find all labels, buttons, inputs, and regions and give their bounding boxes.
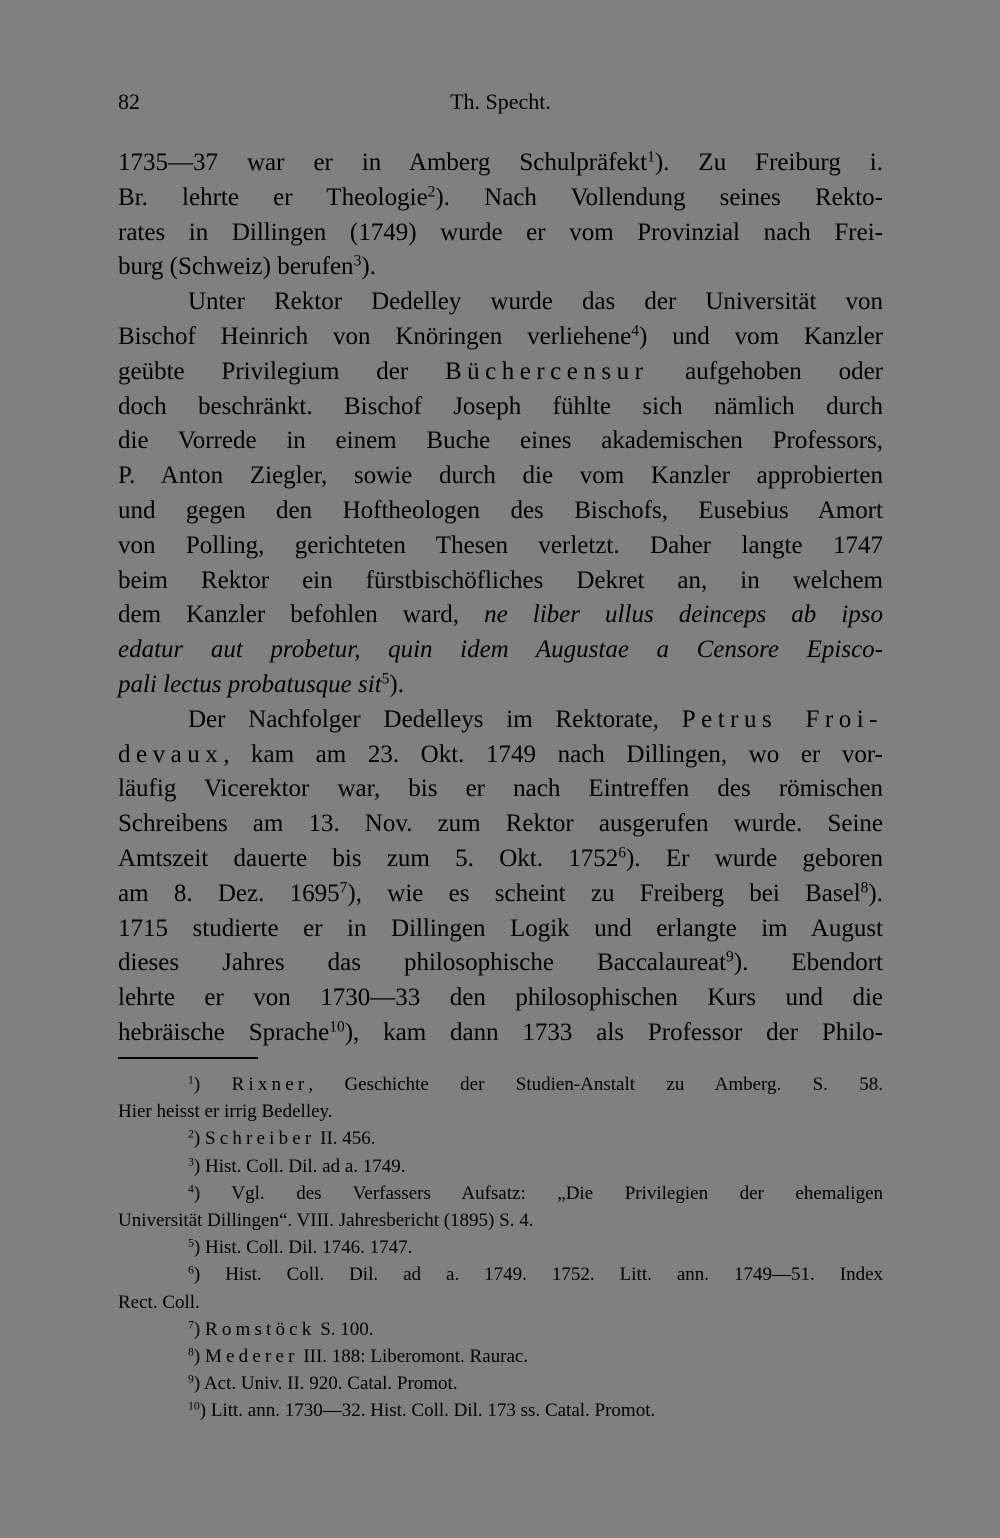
text-line: von Polling, gerichteten Thesen verletzt. Daher langte 1747 <box>118 531 883 559</box>
text-line: dieses Jahres das philosophische Baccalaureat$^9$). Ebendort <box>118 948 883 977</box>
text-line: 1735—37 war er in Amberg Schulpräfekt$^1$). Zu Freiburg i. <box>118 148 884 176</box>
text-line: Schreibens am 13. Nov. zum Rektor ausgerufen wurde. Seine <box>118 810 883 838</box>
text-line: hebräische Sprache$^{10}$), kam dann 1733 als Professor der Philo- <box>118 1018 883 1046</box>
text-line: 1715 studierte er in Dillingen Logik und erlangte im August <box>118 914 883 942</box>
text-line: pali lectus probatusque sit$^5$). <box>118 670 404 698</box>
text-line: Amtszeit dauerte bis zum 5. Okt. 1752$^6$). Er wurde geboren <box>118 844 883 872</box>
footnote: $^{10}$) Litt. ann. 1730—32. Hist. Coll. Dil. 173 ss. Catal. Promot. <box>188 1399 656 1422</box>
footnote: $^1$) Rixner, Geschichte der Studien-Anstalt zu Amberg. S. 58. <box>188 1073 884 1095</box>
running-head: Th. Specht. <box>450 89 551 114</box>
text-line: geübte Privilegium der Büchercensur aufgehoben oder <box>118 357 883 385</box>
text-line: Bischof Heinrich von Knöringen verliehene$^4$) und vom Kanzler <box>118 322 883 350</box>
text-line: devaux, kam am 23. Okt. 1749 nach Dillingen, wo er vor- <box>118 740 883 768</box>
footnote: $^4$) Vgl. des Verfassers Aufsatz: „Die Privilegien der ehemaligen <box>188 1182 883 1204</box>
text-line: burg (Schweiz) berufen$^3$). <box>118 252 376 281</box>
footnote: Universität Dillingen“. VIII. Jahresbericht (1895) S. 4. <box>118 1209 534 1231</box>
page-header <box>118 86 883 118</box>
footnote: $^8$) Mederer III. 188: Liberomont. Raurac. <box>188 1345 529 1367</box>
footnotes <box>118 1071 883 1424</box>
text-line: rates in Dillingen (1749) wurde er vom Provinzial nach Frei- <box>118 218 883 246</box>
text-line: doch beschränkt. Bischof Joseph fühlte sich nämlich durch <box>118 392 883 420</box>
body-text <box>118 146 883 1051</box>
text-line: läufig Vicerektor war, bis er nach Eintreffen des römischen <box>118 775 883 803</box>
text-line: und gegen den Hoftheologen des Bischofs, Eusebius Amort <box>118 496 883 524</box>
text-line: lehrte er von 1730—33 den philosophischen Kurs und die <box>118 984 883 1012</box>
footnote: $^3$) Hist. Coll. Dil. ad a. 1749. <box>188 1155 406 1177</box>
footnote: Hier heisst er irrig Bedelley. <box>118 1101 333 1123</box>
text-line: P. Anton Ziegler, sowie durch die vom Kanzler approbierten <box>118 462 883 490</box>
text-line: Br. lehrte er Theologie$^2$). Nach Vollendung seines Rekto- <box>118 183 883 211</box>
footnote: $^9$) Act. Univ. II. 920. Catal. Promot. <box>188 1372 458 1395</box>
footnote: $^5$) Hist. Coll. Dil. 1746. 1747. <box>188 1236 413 1259</box>
footnote: $^2$) Schreiber II. 456. <box>188 1127 376 1150</box>
page-number: 82 <box>118 89 140 114</box>
text-line: Unter Rektor Dedelley wurde das der Universität von <box>188 288 883 316</box>
text-line: dem Kanzler befohlen ward, ne liber ullus deinceps ab ipso <box>118 601 883 629</box>
text-line: Der Nachfolger Dedelleys im Rektorate, Petrus Froi- <box>188 705 884 733</box>
footnote-divider <box>118 1057 258 1059</box>
text-line: beim Rektor ein fürstbischöfliches Dekret an, in welchem <box>118 566 883 594</box>
footnote: Rect. Coll. <box>118 1291 200 1313</box>
text-line: edatur aut probetur, quin idem Augustae a Censore Episco- <box>118 636 883 664</box>
text-line: die Vorrede in einem Buche eines akademischen Professors, <box>118 427 883 455</box>
footnote: $^7$) Romstöck S. 100. <box>188 1318 374 1340</box>
footnote: $^6$) Hist. Coll. Dil. ad a. 1749. 1752. Litt. ann. 1749—51. Index <box>188 1263 883 1286</box>
text-line: am 8. Dez. 1695$^7$), wie es scheint zu Freiberg bei Basel$^8$). <box>118 879 883 907</box>
